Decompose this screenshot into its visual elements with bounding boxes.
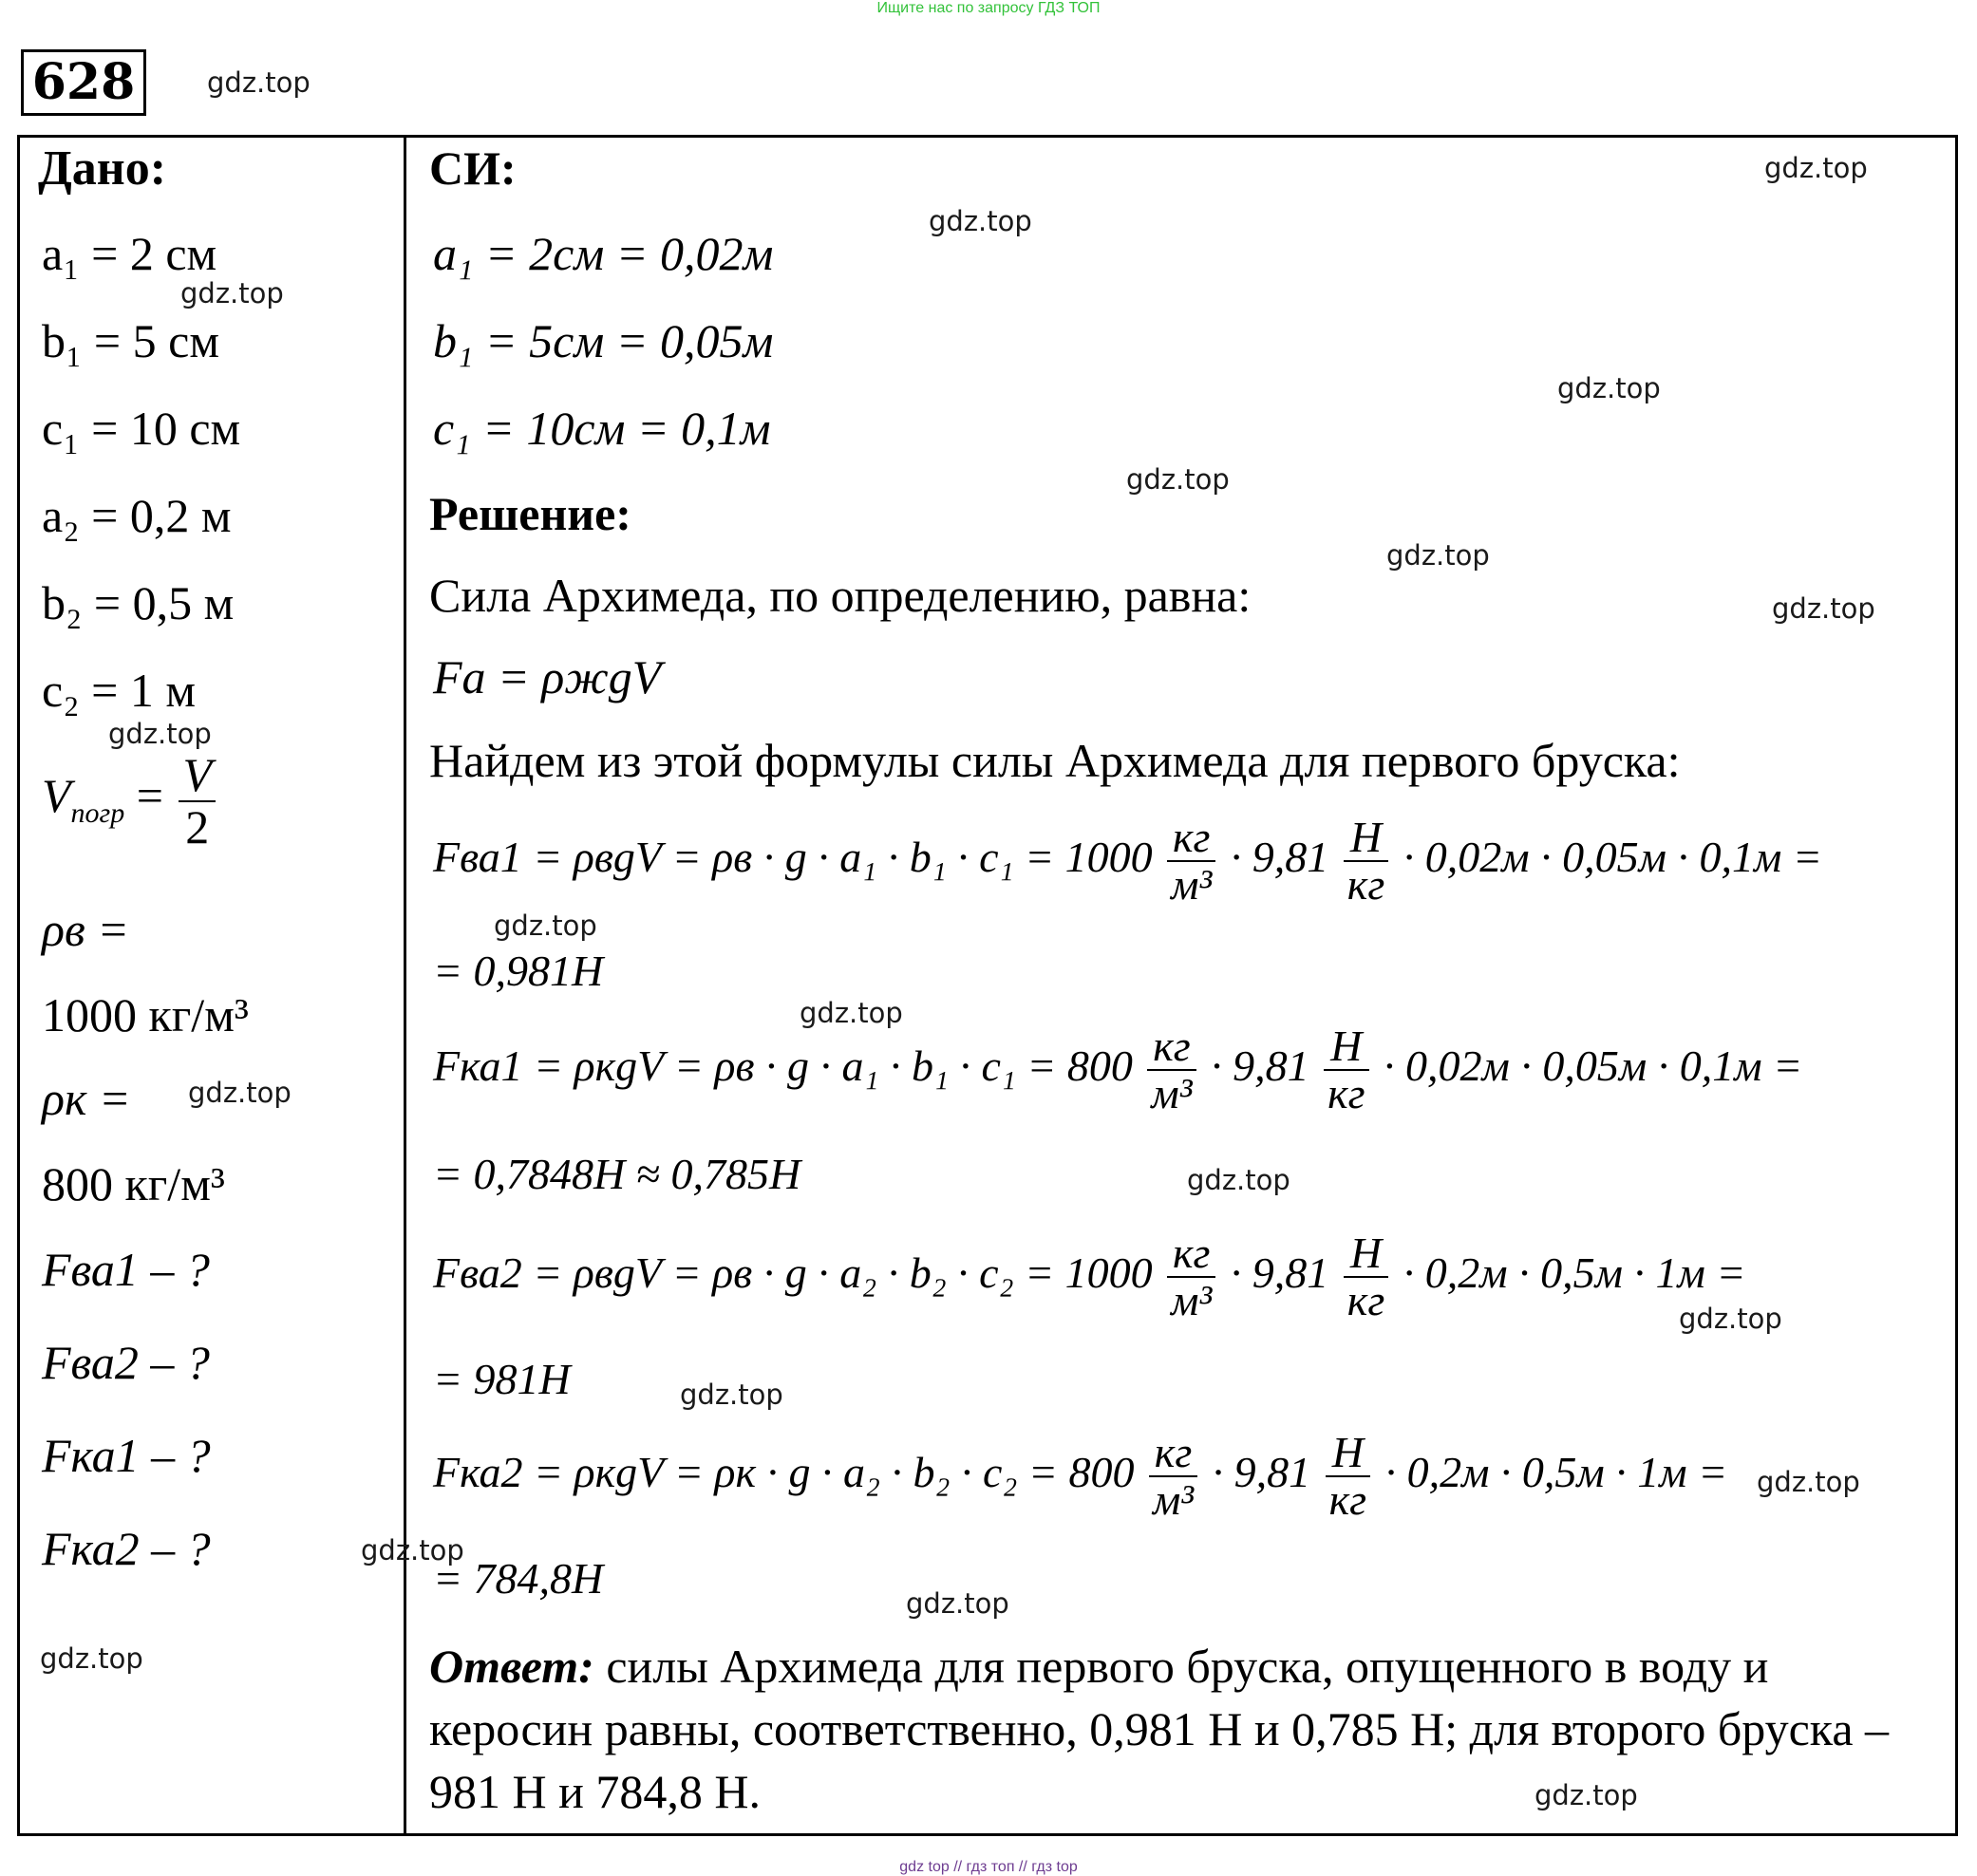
v-subscript: погр xyxy=(70,797,125,829)
eq2-g-unit xyxy=(1324,1023,1368,1117)
eq3-left: Fва2 = ρвgV = ρв · g · a₂ · b₂ · c₂ = 1000 xyxy=(433,1248,1153,1297)
archimedes-formula: Fа = ρжgV xyxy=(433,650,662,704)
answer-label: Ответ: xyxy=(429,1640,594,1693)
si-a1: a₁ = 2см = 0,02м xyxy=(433,227,774,280)
given-v-submerged: $V_{погр}$ = $\frac{V}{2}$ xyxy=(42,750,219,852)
watermark: gdz.top xyxy=(1772,592,1875,625)
watermark: gdz.top xyxy=(108,718,212,750)
unit-kg: кг xyxy=(1346,1276,1385,1325)
eq4-dims: · 0,2м · 0,5м · 1м = xyxy=(1384,1447,1728,1496)
equation-4-result: = 784,8Н xyxy=(433,1554,604,1603)
eq1-g: · 9,81 xyxy=(1230,832,1329,881)
top-note: Ищите нас по запросу ГДЗ ТОП xyxy=(876,0,1101,16)
given-title: Дано: xyxy=(38,141,167,196)
watermark: gdz.top xyxy=(494,910,597,942)
watermark: gdz.top xyxy=(1557,372,1661,404)
unit-kg: кг xyxy=(1167,815,1215,862)
watermark: gdz.top xyxy=(906,1587,1009,1620)
eq4-left: Fка2 = ρкgV = ρк · g · a₂ · b₂ · c₂ = 800 xyxy=(433,1447,1135,1496)
column-divider xyxy=(404,135,406,1836)
eq3-g-unit xyxy=(1344,1230,1388,1324)
watermark: gdz.top xyxy=(1386,539,1490,572)
equation-3 xyxy=(433,1230,1745,1324)
eq4-g: · 9,81 xyxy=(1212,1447,1311,1496)
find-f-a2-water: Fва2 – ? xyxy=(42,1336,210,1389)
problem-number: 628 xyxy=(21,49,146,116)
unit-m3: м³ xyxy=(1151,1069,1193,1118)
given-rho-kerosene: ρк = xyxy=(42,1072,131,1125)
watermark: gdz.top xyxy=(1535,1779,1638,1811)
watermark: gdz.top xyxy=(1187,1164,1290,1196)
given-a2: a₂ = 0,2 м xyxy=(42,489,232,542)
solution-title: Решение: xyxy=(429,487,631,540)
given-c2: c₂ = 1 м xyxy=(42,664,196,717)
si-title: СИ: xyxy=(429,141,517,195)
equation-1-result: = 0,981Н xyxy=(433,947,604,995)
eq4-g-unit xyxy=(1326,1430,1370,1524)
unit-kg: кг xyxy=(1346,860,1385,910)
watermark: gdz.top xyxy=(680,1379,783,1411)
eq2-left: Fка1 = ρкgV = ρв · g · a₁ · b₁ · c₁ = 800 xyxy=(433,1041,1133,1090)
unit-kg: кг xyxy=(1328,1475,1367,1525)
eq3-g: · 9,81 xyxy=(1230,1248,1329,1297)
unit-kg: кг xyxy=(1149,1430,1197,1477)
eq3-dims: · 0,2м · 0,5м · 1м = xyxy=(1403,1248,1746,1297)
watermark: gdz.top xyxy=(1679,1303,1782,1335)
equation-2-result: = 0,7848Н ≈ 0,785Н xyxy=(433,1150,801,1198)
unit-m3: м³ xyxy=(1152,1475,1195,1525)
unit-n: Н xyxy=(1344,815,1388,862)
footer-note: gdz top // гдз топ // гдз top xyxy=(899,1859,1078,1875)
given-rho-kerosene-value: 800 кг/м³ xyxy=(42,1157,225,1210)
watermark: gdz.top xyxy=(929,205,1032,237)
unit-m3: м³ xyxy=(1171,860,1213,910)
si-b1: b₁ = 5см = 0,05м xyxy=(433,314,774,367)
equation-4 xyxy=(433,1430,1727,1524)
answer-block xyxy=(429,1635,1930,1823)
unit-n: Н xyxy=(1326,1430,1370,1477)
equation-1 xyxy=(433,815,1822,909)
find-f-a2-kerosene: Fка2 – ? xyxy=(42,1522,211,1575)
watermark: gdz.top xyxy=(1757,1466,1860,1498)
watermark: gdz.top xyxy=(361,1534,464,1566)
solution-line-1: Сила Архимеда, по определению, равна: xyxy=(429,569,1252,622)
eq3-density-unit xyxy=(1167,1230,1215,1324)
solution-table xyxy=(17,135,1958,1836)
watermark: gdz.top xyxy=(40,1642,143,1675)
given-rho-water: ρв = xyxy=(42,903,129,956)
v-fraction-num: V xyxy=(179,750,216,802)
watermark: gdz.top xyxy=(1764,152,1868,184)
unit-n: Н xyxy=(1344,1230,1388,1278)
unit-kg: кг xyxy=(1327,1069,1365,1118)
v-fraction xyxy=(179,750,216,852)
eq1-left: Fва1 = ρвgV = ρв · g · a₁ · b₁ · c₁ = 1000 xyxy=(433,832,1153,881)
given-b1: b₁ = 5 см xyxy=(42,314,219,367)
given-b2: b₂ = 0,5 м xyxy=(42,576,235,629)
unit-n: Н xyxy=(1324,1023,1368,1071)
unit-m3: м³ xyxy=(1171,1276,1213,1325)
find-f-a1-water: Fва1 – ? xyxy=(42,1243,210,1296)
answer-text: силы Архимеда для первого бруска, опущенного в воду и керосин равны, соответственно, 0,981 Н и 0,785 Н; для второго бруска – 981 Н и 784,8 Н. xyxy=(429,1640,1890,1818)
unit-kg: кг xyxy=(1167,1230,1215,1278)
v-symbol: V xyxy=(42,768,71,822)
eq1-g-unit xyxy=(1344,815,1388,909)
site-label: gdz.top xyxy=(207,66,311,99)
eq2-dims: · 0,02м · 0,05м · 0,1м = xyxy=(1384,1041,1803,1090)
si-c1: c₁ = 10см = 0,1м xyxy=(433,402,771,455)
watermark: gdz.top xyxy=(180,277,284,310)
eq2-g: · 9,81 xyxy=(1211,1041,1309,1090)
watermark: gdz.top xyxy=(188,1077,292,1109)
eq4-density-unit xyxy=(1149,1430,1197,1524)
eq2-density-unit xyxy=(1147,1023,1196,1117)
solution-line-2: Найдем из этой формулы силы Архимеда для первого бруска: xyxy=(429,734,1681,787)
unit-kg: кг xyxy=(1147,1023,1196,1071)
v-fraction-den: 2 xyxy=(185,799,210,854)
equation-3-result: = 981Н xyxy=(433,1355,571,1403)
watermark: gdz.top xyxy=(800,997,903,1029)
given-c1: c₁ = 10 см xyxy=(42,402,241,455)
equation-2 xyxy=(433,1023,1802,1117)
given-a1: a₁ = 2 см xyxy=(42,227,217,280)
watermark: gdz.top xyxy=(1126,463,1230,496)
eq1-density-unit xyxy=(1167,815,1215,909)
find-f-a1-kerosene: Fка1 – ? xyxy=(42,1429,211,1482)
eq1-dims: · 0,02м · 0,05м · 0,1м = xyxy=(1403,832,1822,881)
given-rho-water-value: 1000 кг/м³ xyxy=(42,988,249,1041)
